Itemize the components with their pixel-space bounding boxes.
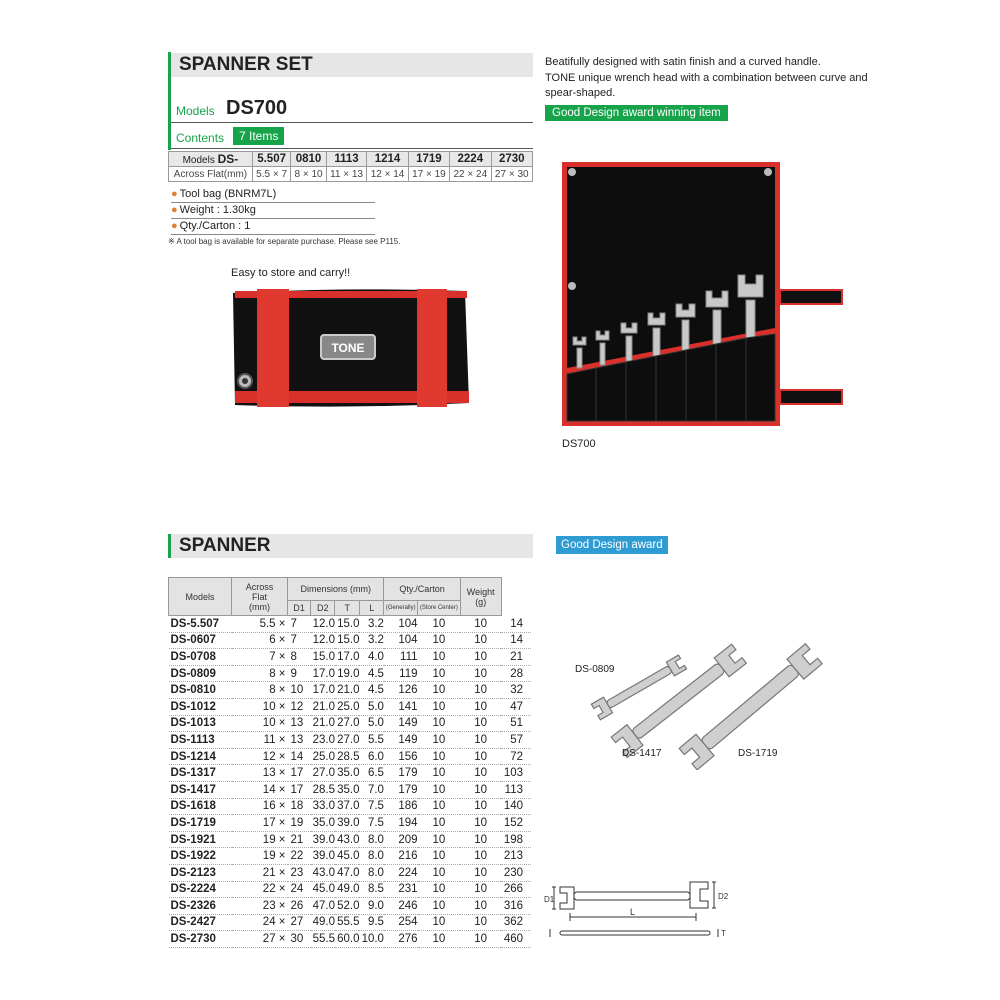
row-weight: 113	[501, 781, 531, 798]
row-qty-store: 10	[460, 798, 501, 815]
diagram-label-d1: D1	[544, 895, 555, 904]
row-model: DS-1013	[169, 715, 232, 732]
t-header: T	[335, 601, 359, 616]
row-l: 141	[384, 698, 418, 715]
row-af-b: 13	[288, 732, 311, 749]
row-af-b: 17	[288, 781, 311, 798]
row-af-a: 19 ×	[232, 831, 288, 848]
row-l: 276	[384, 931, 418, 948]
row-qty-generally: 10	[418, 632, 461, 649]
set-photo-caption: DS700	[562, 438, 596, 450]
row-af-b: 7	[288, 632, 311, 649]
row-model: DS-2224	[169, 881, 232, 898]
row-l: 104	[384, 616, 418, 633]
good-design-award-badge: Good Design award	[556, 536, 668, 554]
spanners-photo	[560, 620, 850, 770]
row-af-b: 27	[288, 914, 311, 931]
row-weight: 21	[501, 649, 531, 666]
row-model: DS-5.507	[169, 616, 232, 633]
row-t: 4.0	[359, 649, 383, 666]
row-qty-generally: 10	[418, 931, 461, 948]
row-model: DS-0810	[169, 682, 232, 699]
row-model: DS-1113	[169, 732, 232, 749]
set-spec-qty: ● Qty./Carton : 1	[171, 219, 375, 235]
row-l: 179	[384, 781, 418, 798]
row-d1: 27.0	[311, 765, 335, 782]
row-model: DS-2427	[169, 914, 232, 931]
row-qty-generally: 10	[418, 781, 461, 798]
set-af-value: 22 × 24	[450, 167, 491, 182]
row-d1: 39.0	[311, 848, 335, 865]
row-model: DS-1618	[169, 798, 232, 815]
row-af-b: 17	[288, 765, 311, 782]
row-d1: 45.0	[311, 881, 335, 898]
diagram-label-t: T	[721, 929, 726, 938]
row-af-b: 24	[288, 881, 311, 898]
row-weight: 47	[501, 698, 531, 715]
store-center-header: (Store Center)	[418, 601, 461, 616]
row-d1: 17.0	[311, 665, 335, 682]
row-model: DS-0708	[169, 649, 232, 666]
row-d2: 39.0	[335, 815, 359, 832]
row-af-b: 23	[288, 864, 311, 881]
row-qty-generally: 10	[418, 831, 461, 848]
row-model: DS-2326	[169, 898, 232, 915]
row-d2: 49.0	[335, 881, 359, 898]
table-row	[169, 665, 532, 682]
row-qty-store: 10	[460, 632, 501, 649]
set-spec-weight: ● Weight : 1.30kg	[171, 203, 375, 219]
row-l: 156	[384, 748, 418, 765]
row-l: 186	[384, 798, 418, 815]
row-d1: 47.0	[311, 898, 335, 915]
row-qty-store: 10	[460, 765, 501, 782]
row-af-a: 6 ×	[232, 632, 288, 649]
row-d1: 39.0	[311, 831, 335, 848]
set-description	[545, 55, 875, 102]
set-code: 1214	[367, 152, 408, 167]
row-af-a: 14 ×	[232, 781, 288, 798]
table-row	[169, 898, 532, 915]
set-size-table	[168, 151, 533, 182]
row-af-b: 19	[288, 815, 311, 832]
set-code: 2730	[491, 152, 532, 167]
d1-header: D1	[288, 601, 311, 616]
dimensions-header: Dimensions (mm)	[288, 578, 384, 601]
row-af-b: 10	[288, 682, 311, 699]
diagram-label-l: L	[630, 907, 636, 917]
table-row	[169, 616, 532, 633]
row-af-a: 13 ×	[232, 765, 288, 782]
set-models-label: Models	[176, 104, 215, 118]
row-qty-store: 10	[460, 682, 501, 699]
row-weight: 460	[501, 931, 531, 948]
rolled-tool-bag-image	[225, 285, 475, 415]
set-af-value: 12 × 14	[367, 167, 408, 182]
row-t: 5.0	[359, 715, 383, 732]
row-l: 111	[384, 649, 418, 666]
set-description-line: Beatifully designed with satin finish and a curved handle.	[545, 56, 821, 68]
row-t: 8.0	[359, 864, 383, 881]
row-weight: 362	[501, 914, 531, 931]
row-af-b: 21	[288, 831, 311, 848]
row-af-a: 10 ×	[232, 715, 288, 732]
row-qty-store: 10	[460, 914, 501, 931]
row-t: 8.5	[359, 881, 383, 898]
row-qty-store: 10	[460, 781, 501, 798]
row-d1: 23.0	[311, 732, 335, 749]
row-model: DS-1719	[169, 815, 232, 832]
row-af-a: 19 ×	[232, 848, 288, 865]
row-t: 8.0	[359, 848, 383, 865]
table-row	[169, 781, 532, 798]
row-af-a: 11 ×	[232, 732, 288, 749]
row-weight: 266	[501, 881, 531, 898]
row-weight: 57	[501, 732, 531, 749]
spanner-spec-table	[168, 577, 531, 948]
row-t: 3.2	[359, 616, 383, 633]
row-qty-store: 10	[460, 898, 501, 915]
row-af-b: 18	[288, 798, 311, 815]
row-qty-generally: 10	[418, 715, 461, 732]
table-row	[169, 931, 532, 948]
table-row	[169, 732, 532, 749]
table-row	[169, 848, 532, 865]
table-row	[169, 649, 532, 666]
row-qty-store: 10	[460, 698, 501, 715]
set-code: 2224	[450, 152, 491, 167]
table-row	[169, 881, 532, 898]
row-af-a: 24 ×	[232, 914, 288, 931]
row-d1: 33.0	[311, 798, 335, 815]
row-qty-store: 10	[460, 748, 501, 765]
spanner-table-body	[169, 616, 532, 948]
row-weight: 316	[501, 898, 531, 915]
row-t: 5.5	[359, 732, 383, 749]
photo-label-ds0809: DS-0809	[575, 664, 615, 675]
generally-header: (Generally)	[384, 601, 418, 616]
row-l: 254	[384, 914, 418, 931]
row-t: 6.0	[359, 748, 383, 765]
row-d1: 28.5	[311, 781, 335, 798]
table-row	[169, 748, 532, 765]
row-d2: 43.0	[335, 831, 359, 848]
row-d2: 52.0	[335, 898, 359, 915]
set-note: ※ A tool bag is available for separate purchase. Please see P115.	[168, 237, 401, 246]
row-t: 7.5	[359, 815, 383, 832]
row-qty-generally: 10	[418, 815, 461, 832]
row-weight: 152	[501, 815, 531, 832]
row-l: 224	[384, 864, 418, 881]
set-code: 5.507	[252, 152, 290, 167]
row-d2: 15.0	[335, 632, 359, 649]
row-l: 179	[384, 765, 418, 782]
row-af-a: 12 ×	[232, 748, 288, 765]
row-af-a: 8 ×	[232, 682, 288, 699]
row-model: DS-2730	[169, 931, 232, 948]
row-d2: 17.0	[335, 649, 359, 666]
diagram-label-d2: D2	[718, 892, 729, 901]
row-qty-store: 10	[460, 715, 501, 732]
set-model-number: DS700	[226, 97, 288, 119]
row-af-a: 17 ×	[232, 815, 288, 832]
row-d1: 21.0	[311, 715, 335, 732]
table-row	[169, 798, 532, 815]
across-flat-header: Across Flat (mm)	[232, 578, 288, 616]
open-tool-roll-image	[560, 160, 845, 430]
row-af-a: 8 ×	[232, 665, 288, 682]
row-weight: 51	[501, 715, 531, 732]
row-weight: 72	[501, 748, 531, 765]
row-af-a: 10 ×	[232, 698, 288, 715]
row-qty-store: 10	[460, 665, 501, 682]
row-d2: 60.0	[335, 931, 359, 948]
row-af-b: 14	[288, 748, 311, 765]
row-qty-store: 10	[460, 831, 501, 848]
row-l: 104	[384, 632, 418, 649]
set-models-header: Models DS-	[169, 152, 253, 167]
set-contents-label: Contents	[176, 131, 225, 145]
row-d1: 12.0	[311, 632, 335, 649]
row-weight: 103	[501, 765, 531, 782]
row-t: 4.5	[359, 682, 383, 699]
row-af-a: 5.5 ×	[232, 616, 288, 633]
row-weight: 230	[501, 864, 531, 881]
set-spec-tool-bag: ● Tool bag (BNRM7L)	[171, 187, 375, 203]
row-af-b: 9	[288, 665, 311, 682]
row-t: 9.5	[359, 914, 383, 931]
row-d1: 21.0	[311, 698, 335, 715]
row-af-b: 26	[288, 898, 311, 915]
row-af-a: 7 ×	[232, 649, 288, 666]
row-l: 119	[384, 665, 418, 682]
row-weight: 32	[501, 682, 531, 699]
row-model: DS-0607	[169, 632, 232, 649]
row-d2: 28.5	[335, 748, 359, 765]
row-t: 5.0	[359, 698, 383, 715]
row-d2: 35.0	[335, 765, 359, 782]
row-t: 4.5	[359, 665, 383, 682]
row-qty-generally: 10	[418, 698, 461, 715]
spanner-dimension-diagram	[540, 865, 730, 950]
row-l: 149	[384, 715, 418, 732]
row-qty-generally: 10	[418, 864, 461, 881]
set-af-value: 27 × 30	[491, 167, 532, 182]
row-t: 9.0	[359, 898, 383, 915]
table-row	[169, 864, 532, 881]
set-code: 0810	[291, 152, 326, 167]
set-section-title: SPANNER SET	[168, 53, 533, 77]
row-l: 126	[384, 682, 418, 699]
row-d2: 35.0	[335, 781, 359, 798]
row-af-a: 16 ×	[232, 798, 288, 815]
row-qty-store: 10	[460, 732, 501, 749]
row-d2: 15.0	[335, 616, 359, 633]
row-d1: 12.0	[311, 616, 335, 633]
set-contents-badge: 7 Items	[233, 127, 284, 145]
table-row	[169, 715, 532, 732]
row-qty-store: 10	[460, 864, 501, 881]
row-weight: 14	[501, 616, 531, 633]
table-row	[169, 632, 532, 649]
row-qty-generally: 10	[418, 914, 461, 931]
set-code: 1719	[408, 152, 449, 167]
row-af-a: 21 ×	[232, 864, 288, 881]
row-d2: 21.0	[335, 682, 359, 699]
row-model: DS-0809	[169, 665, 232, 682]
row-qty-store: 10	[460, 649, 501, 666]
row-d2: 27.0	[335, 732, 359, 749]
row-qty-store: 10	[460, 881, 501, 898]
row-qty-generally: 10	[418, 765, 461, 782]
row-d1: 55.5	[311, 931, 335, 948]
row-t: 7.0	[359, 781, 383, 798]
row-d2: 55.5	[335, 914, 359, 931]
row-d1: 43.0	[311, 864, 335, 881]
row-qty-store: 10	[460, 848, 501, 865]
row-l: 149	[384, 732, 418, 749]
set-across-flat-row	[169, 167, 533, 182]
row-af-a: 23 ×	[232, 898, 288, 915]
row-qty-generally: 10	[418, 748, 461, 765]
row-weight: 28	[501, 665, 531, 682]
row-qty-generally: 10	[418, 798, 461, 815]
table-row	[169, 831, 532, 848]
row-af-b: 12	[288, 698, 311, 715]
photo-label-ds1719: DS-1719	[738, 748, 778, 759]
row-d2: 27.0	[335, 715, 359, 732]
spanner-header-row	[169, 578, 532, 601]
row-af-b: 22	[288, 848, 311, 865]
row-af-b: 13	[288, 715, 311, 732]
row-weight: 14	[501, 632, 531, 649]
row-l: 246	[384, 898, 418, 915]
table-row	[169, 765, 532, 782]
set-code: 1113	[326, 152, 367, 167]
d2-header: D2	[311, 601, 335, 616]
row-qty-generally: 10	[418, 665, 461, 682]
row-d2: 37.0	[335, 798, 359, 815]
set-af-value: 11 × 13	[326, 167, 367, 182]
store-caption: Easy to store and carry!!	[231, 267, 351, 279]
row-qty-generally: 10	[418, 732, 461, 749]
row-af-a: 22 ×	[232, 881, 288, 898]
table-row	[169, 815, 532, 832]
row-qty-store: 10	[460, 815, 501, 832]
l-header: L	[359, 601, 383, 616]
row-d1: 25.0	[311, 748, 335, 765]
good-design-award-badge: Good Design award winning item	[545, 105, 728, 121]
weight-header: Weight (g)	[460, 578, 501, 616]
row-qty-generally: 10	[418, 616, 461, 633]
row-model: DS-1921	[169, 831, 232, 848]
row-d2: 45.0	[335, 848, 359, 865]
row-t: 6.5	[359, 765, 383, 782]
row-d2: 19.0	[335, 665, 359, 682]
row-weight: 198	[501, 831, 531, 848]
table-row	[169, 914, 532, 931]
row-l: 216	[384, 848, 418, 865]
row-qty-generally: 10	[418, 848, 461, 865]
row-af-b: 8	[288, 649, 311, 666]
row-model: DS-1417	[169, 781, 232, 798]
row-qty-generally: 10	[418, 881, 461, 898]
row-d1: 35.0	[311, 815, 335, 832]
row-model: DS-1922	[169, 848, 232, 865]
row-d1: 49.0	[311, 914, 335, 931]
bag-brand-logo: TONE	[331, 341, 365, 355]
row-t: 3.2	[359, 632, 383, 649]
row-d1: 15.0	[311, 649, 335, 666]
row-qty-generally: 10	[418, 649, 461, 666]
row-weight: 140	[501, 798, 531, 815]
set-size-header-row	[169, 152, 533, 167]
row-model: DS-1012	[169, 698, 232, 715]
row-model: DS-1214	[169, 748, 232, 765]
set-description-line: TONE unique wrench head with a combination between curve and	[545, 71, 868, 84]
row-l: 194	[384, 815, 418, 832]
row-af-b: 30	[288, 931, 311, 948]
table-row	[169, 698, 532, 715]
set-contents-row	[171, 126, 533, 149]
set-description-line: spear-shaped.	[545, 87, 616, 99]
set-af-value: 17 × 19	[408, 167, 449, 182]
row-af-a: 27 ×	[232, 931, 288, 948]
row-weight: 213	[501, 848, 531, 865]
row-model: DS-2123	[169, 864, 232, 881]
photo-label-ds1417: DS-1417	[622, 748, 662, 759]
row-d2: 25.0	[335, 698, 359, 715]
qty-carton-header: Qty./Carton	[384, 578, 460, 601]
models-header: Models	[169, 578, 232, 616]
row-t: 10.0	[359, 931, 383, 948]
row-qty-generally: 10	[418, 682, 461, 699]
row-l: 231	[384, 881, 418, 898]
row-qty-generally: 10	[418, 898, 461, 915]
row-model: DS-1317	[169, 765, 232, 782]
row-l: 209	[384, 831, 418, 848]
row-af-b: 7	[288, 616, 311, 633]
set-af-value: 5.5 × 7	[252, 167, 290, 182]
row-d1: 17.0	[311, 682, 335, 699]
row-t: 8.0	[359, 831, 383, 848]
spanner-section-title: SPANNER	[168, 534, 533, 558]
set-models-row	[171, 96, 533, 123]
set-af-value: 8 × 10	[291, 167, 326, 182]
row-qty-store: 10	[460, 616, 501, 633]
row-qty-store: 10	[460, 931, 501, 948]
set-af-label: Across Flat(mm)	[169, 167, 253, 182]
row-d2: 47.0	[335, 864, 359, 881]
table-row	[169, 682, 532, 699]
row-t: 7.5	[359, 798, 383, 815]
